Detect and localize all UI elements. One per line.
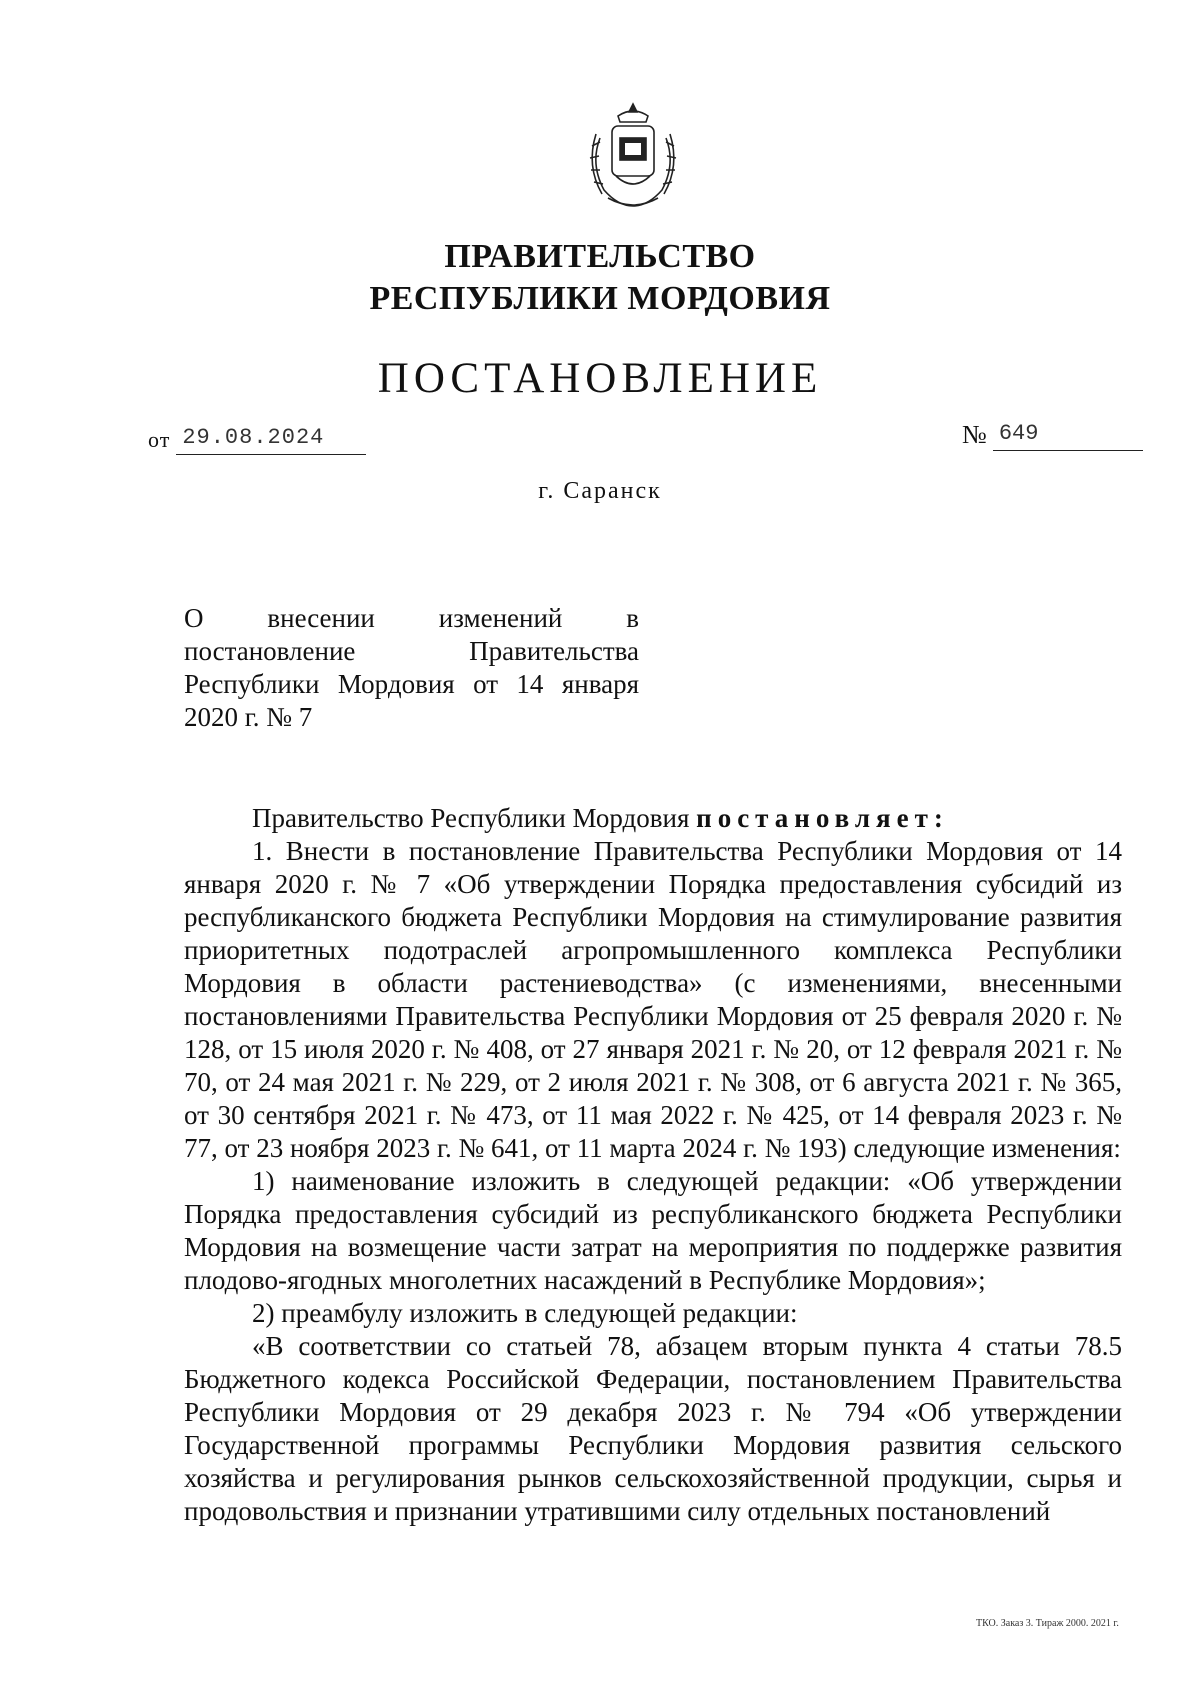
number-underline xyxy=(993,420,1143,451)
organization-name-line2: РЕСПУБЛИКИ МОРДОВИЯ xyxy=(369,280,831,317)
date-underline xyxy=(176,427,366,455)
body-paragraph-2: 1) наименование изложить в следующей редакции: «Об утверждении Порядка предоставления субсидий из республиканского бюджета Республики Мордовия на возмещение части затрат на мероприятия по поддержке развития плодово-ягодных многолетних насаждений в Республике Мордовия»; xyxy=(184,1166,1122,1295)
city-name: г. Саранск xyxy=(538,478,662,504)
document-date xyxy=(148,427,366,455)
body-intro xyxy=(184,802,1122,835)
body-paragraph-1: 1. Внести в постановление Правительства Республики Мордовия от 14 января 2020 г. № 7 «Об утверждении Порядка предоставления субсидий из республиканского бюджета Республики Мордовия на стимулирование развития приоритетных подотраслей агропромышленного комплекса Республики Мордовия в области растениеводства» (с изменениями, внесенными постановлениями Правительства Республики Мордовия от 25 февраля 2020 г. № 128, от 15 июля 2020 г. № 408, от 27 января 2021 г. № 20, от 12 февраля 2021 г. № 70, от 24 мая 2021 г. № 229, от 2 июля 2021 г. № 308, от 6 августа 2021 г. № 365, от 30 сентября 2021 г. № 473, от 11 мая 2022 г. № 425, от 14 февраля 2023 г. № 77, от 23 ноября 2023 г. № 641, от 11 марта 2024 г. № 193) следующие изменения: xyxy=(184,836,1122,1163)
document-subject: О внесении изменений в постановление Правительства Республики Мордовия от 14 января 2020 г. № 7 xyxy=(184,603,639,732)
intro-text: Правительство Республики Мордовия xyxy=(252,803,697,833)
document-type-title: ПОСТАНОВЛЕНИЕ xyxy=(377,355,823,402)
print-footer-note: ТКО. Заказ 3. Тираж 2000. 2021 г. xyxy=(976,1618,1119,1629)
number-value: 649 xyxy=(998,421,1039,446)
body-paragraph-4: «В соответствии со статьей 78, абзацем вторым пункта 4 статьи 78.5 Бюджетного кодекса Российской Федерации, постановлением Правительства Республики Мордовия от 29 декабря 2023 г. № 794 «Об утверждении Государственной программы Республики Мордовия развития сельского хозяйства и регулирования рынков сельскохозяйственной продукции, сырья и продовольствия и признании утратившими силу отдельных постановлений xyxy=(184,1331,1122,1526)
date-value: 29.08.2024 xyxy=(182,425,325,450)
coat-of-arms-emblem xyxy=(578,94,688,212)
document-number xyxy=(962,420,1143,451)
document-body xyxy=(184,802,1122,1528)
intro-spaced-verb: постановляет: xyxy=(696,803,949,833)
organization-name-line1: ПРАВИТЕЛЬСТВО xyxy=(444,238,756,275)
body-paragraph-3: 2) преамбулу изложить в следующей редакции: xyxy=(252,1298,798,1328)
date-prefix: от xyxy=(148,427,171,452)
number-prefix: № xyxy=(962,420,987,449)
